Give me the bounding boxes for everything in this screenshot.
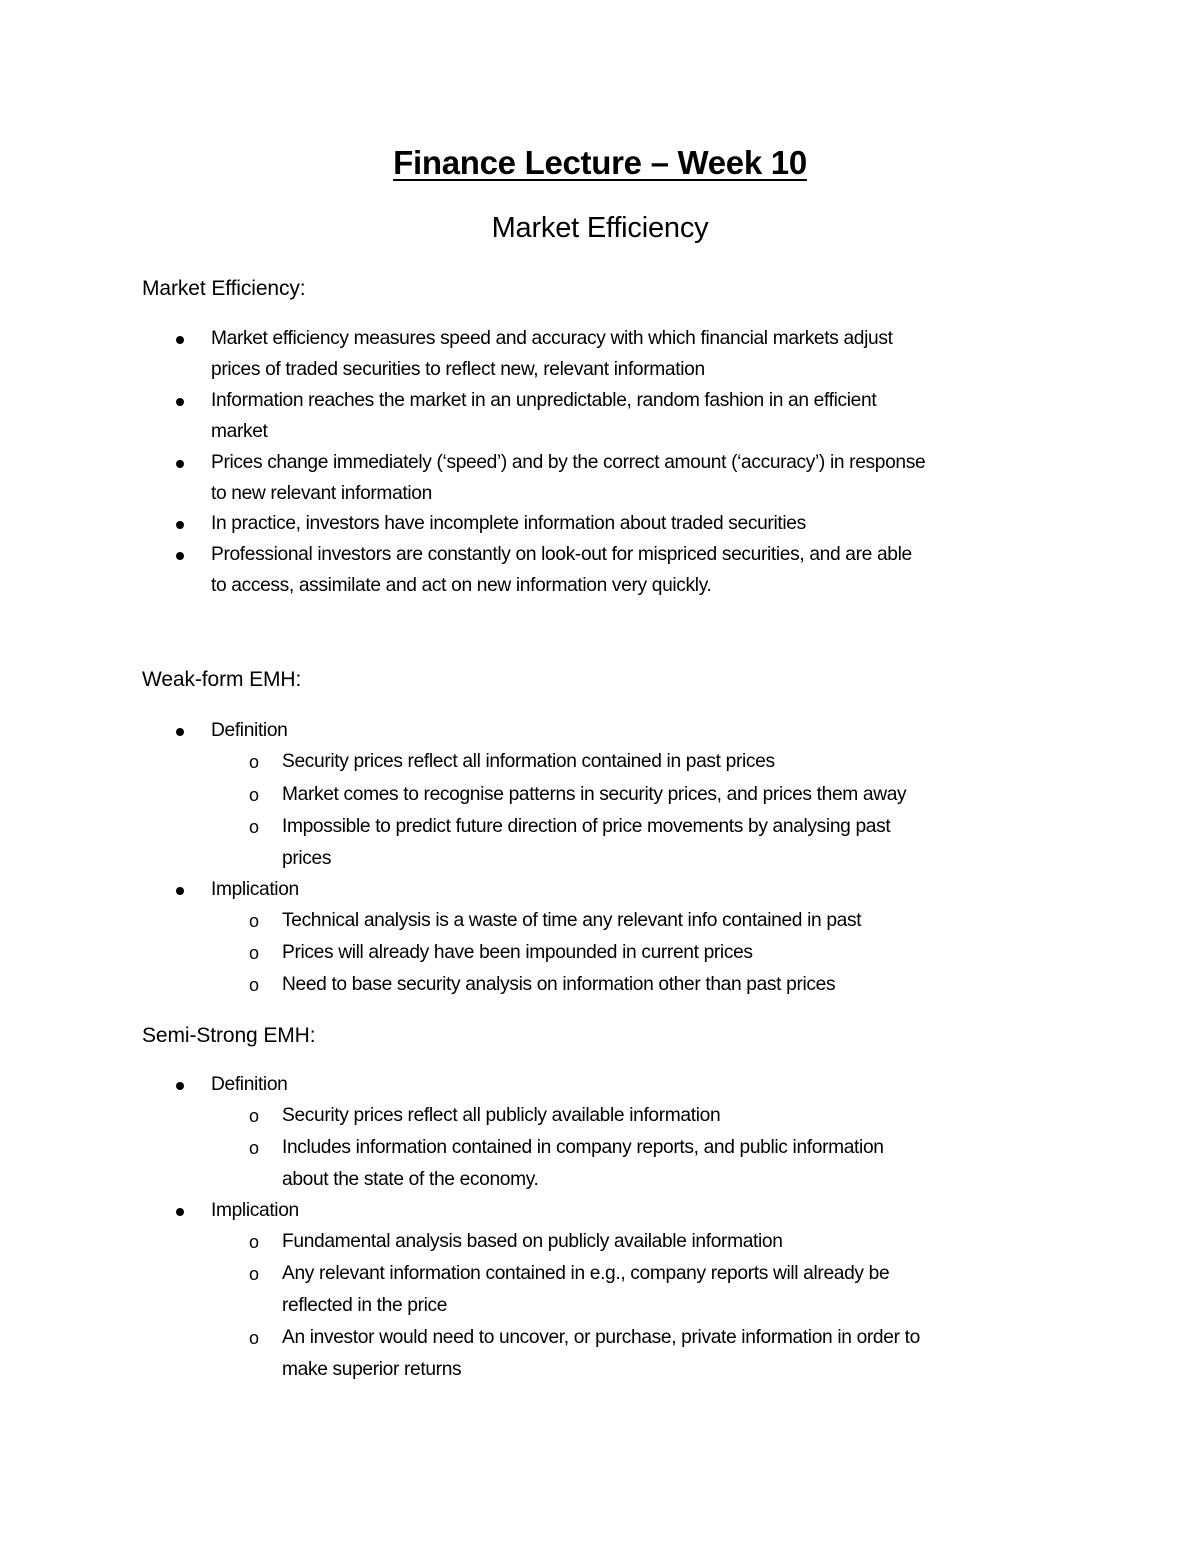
section-heading-market-efficiency: Market Efficiency: [142, 277, 306, 300]
sub-bullet-circle-icon: o [249, 1328, 260, 1348]
sub-bullet-circle-icon: o [249, 1106, 260, 1126]
page-title: Finance Lecture – Week 10 [393, 144, 807, 181]
sub-list-item: Market comes to recognise patterns in security prices, and prices them away [282, 784, 907, 805]
sub-list-item: Includes information contained in company reports, and public information [282, 1137, 884, 1158]
bullet-label-definition: Definition [211, 720, 288, 741]
bullet-dot-icon [176, 1082, 184, 1090]
bullet-dot-icon [176, 728, 184, 736]
list-item: Prices change immediately (‘speed’) and by the correct amount (‘accuracy’) in response [211, 452, 926, 473]
bullet-dot-icon [176, 1208, 184, 1216]
sub-list-item: Security prices reflect all information contained in past prices [282, 751, 775, 772]
sub-list-item: prices [282, 848, 332, 869]
section-heading-weak-form: Weak-form EMH: [142, 668, 302, 691]
sub-list-item: Prices will already have been impounded in current prices [282, 942, 753, 963]
list-item: Information reaches the market in an unpredictable, random fashion in an efficient [211, 390, 877, 411]
sub-list-item: Impossible to predict future direction of price movements by analysing past [282, 816, 891, 837]
bullet-dot-icon [176, 887, 184, 895]
sub-bullet-circle-icon: o [249, 752, 260, 772]
sub-list-item: reflected in the price [282, 1295, 448, 1316]
list-item: In practice, investors have incomplete information about traded securities [211, 513, 806, 534]
sub-bullet-circle-icon: o [249, 1232, 260, 1252]
bullet-label-implication: Implication [211, 879, 299, 900]
list-item: to access, assimilate and act on new information very quickly. [211, 575, 712, 596]
sub-list-item: Security prices reflect all publicly available information [282, 1105, 721, 1126]
bullet-dot-icon [176, 336, 184, 344]
sub-bullet-circle-icon: o [249, 943, 260, 963]
sub-bullet-circle-icon: o [249, 911, 260, 931]
bullet-dot-icon [176, 398, 184, 406]
section-heading-semi-strong: Semi-Strong EMH: [142, 1024, 316, 1047]
bullet-label-definition: Definition [211, 1074, 288, 1095]
sub-list-item: make superior returns [282, 1359, 462, 1380]
bullet-dot-icon [176, 460, 184, 468]
sub-list-item: Any relevant information contained in e.g., company reports will already be [282, 1263, 890, 1284]
list-item: prices of traded securities to reflect new, relevant information [211, 359, 705, 380]
list-item: market [211, 421, 268, 442]
list-item: to new relevant information [211, 483, 432, 504]
sub-bullet-circle-icon: o [249, 1138, 260, 1158]
sub-bullet-circle-icon: o [249, 1264, 260, 1284]
sub-list-item: Need to base security analysis on information other than past prices [282, 974, 836, 995]
sub-list-item: about the state of the economy. [282, 1169, 539, 1190]
sub-list-item: An investor would need to uncover, or purchase, private information in order to [282, 1327, 920, 1348]
sub-list-item: Fundamental analysis based on publicly available information [282, 1231, 783, 1252]
sub-bullet-circle-icon: o [249, 785, 260, 805]
bullet-dot-icon [176, 552, 184, 560]
sub-bullet-circle-icon: o [249, 817, 260, 837]
bullet-dot-icon [176, 521, 184, 529]
bullet-label-implication: Implication [211, 1200, 299, 1221]
sub-list-item: Technical analysis is a waste of time any relevant info contained in past [282, 910, 862, 931]
list-item: Market efficiency measures speed and accuracy with which financial markets adjust [211, 328, 893, 349]
list-item: Professional investors are constantly on look-out for mispriced securities, and are able [211, 544, 912, 565]
sub-bullet-circle-icon: o [249, 975, 260, 995]
page-subtitle: Market Efficiency [491, 212, 709, 244]
